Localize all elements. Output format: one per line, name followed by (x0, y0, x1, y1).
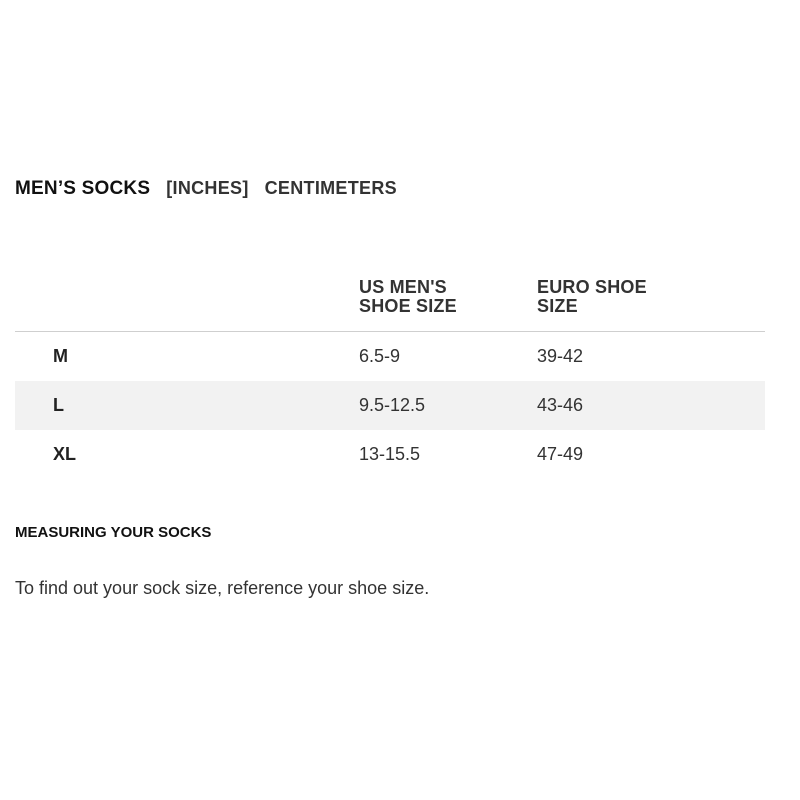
euro-size-value: 39-42 (537, 346, 584, 366)
column-header-us-shoe-size: US MEN'S SHOE SIZE (359, 277, 457, 316)
size-chart-header (15, 178, 397, 200)
size-table (15, 278, 765, 479)
size-label: XL (53, 444, 77, 464)
us-size-value: 9.5-12.5 (359, 395, 426, 415)
unit-toggle-inches[interactable]: [INCHES] (166, 178, 249, 198)
column-header-euro-shoe-size: EURO SHOE SIZE (537, 277, 647, 316)
euro-size-value: 43-46 (537, 395, 584, 415)
table-row (15, 430, 765, 479)
measuring-section-title: MEASURING YOUR SOCKS (15, 524, 212, 541)
table-header-row (15, 278, 765, 332)
size-label: M (53, 346, 68, 366)
table-row (15, 381, 765, 430)
us-size-value: 6.5-9 (359, 346, 401, 366)
unit-toggle-centimeters[interactable]: CENTIMETERS (264, 178, 397, 198)
size-label: L (53, 395, 64, 415)
euro-size-value: 47-49 (537, 444, 584, 464)
table-row (15, 332, 765, 381)
us-size-value: 13-15.5 (359, 444, 421, 464)
measuring-instructions: To find out your sock size, reference your shoe size. (15, 578, 430, 598)
page-title: MEN’S SOCKS (15, 178, 151, 199)
